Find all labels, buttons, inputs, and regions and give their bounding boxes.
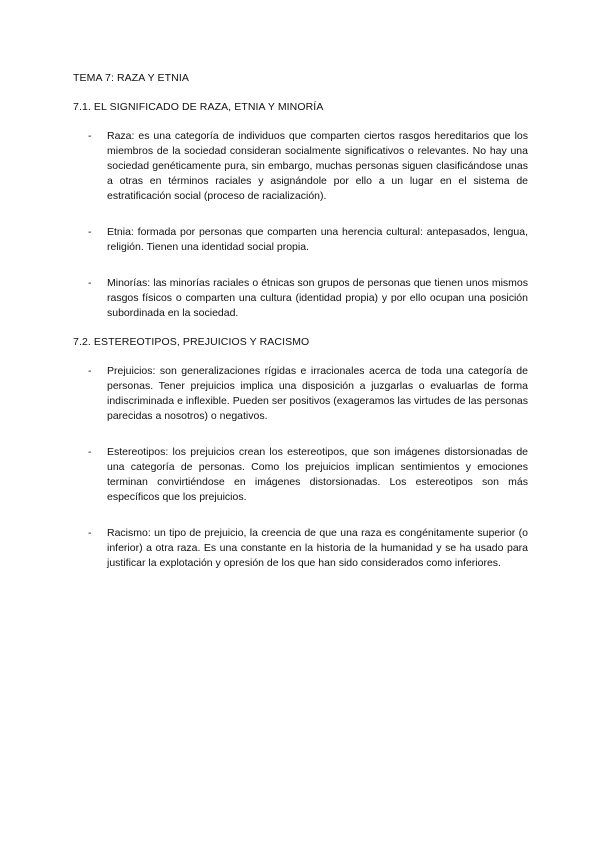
section-heading-estereotipos-prejuicios-racismo: 7.2. ESTEREOTIPOS, PREJUICIOS Y RACISMO — [73, 336, 310, 348]
list-item-text: Minorías: las minorías raciales o étnicas son grupos de personas que tienen unos mismos rasgos físicos o comparten una cultura (identidad propia) y por ello ocupan una posición subordinada en la sociedad. — [107, 277, 528, 319]
dash-bullet-icon: - — [88, 446, 92, 458]
list-item-text: Estereotipos: los prejuicios crean los estereotipos, que son imágenes distorsionadas de una categoría de personas. Como los prejuicios implican sentimientos y emociones terminan convirtiéndose en imágenes distorsionadas. Los estereotipos son más específicos que los prejuicios. — [107, 446, 528, 503]
dash-bullet-icon: - — [88, 527, 92, 539]
list-item-text: Racismo: un tipo de prejuicio, la creencia de que una raza es congénitamente superior (o inferior) a otra raza. Es una constante en la historia de la humanidad y se ha usado para justificar la explotación y opresión de los que han sido considerados como inferiores. — [107, 527, 528, 569]
document-title: TEMA 7: RAZA Y ETNIA — [73, 72, 189, 84]
list-item-text: Prejuicios: son generalizaciones rígidas e irracionales acerca de toda una categoría de personas. Tener prejuicios implica una disposición a juzgarlas o evaluarlas de forma indiscriminada e inflexible. Pueden ser positivos (exageramos las virtudes de las personas parecidas a nosotros) o negativos. — [107, 365, 528, 422]
section-2-list — [88, 364, 528, 571]
dash-bullet-icon: - — [88, 226, 92, 238]
dash-bullet-icon: - — [88, 277, 92, 289]
list-item-racismo — [88, 526, 528, 571]
list-item-text: Raza: es una categoría de individuos que comparten ciertos rasgos hereditarios que los miembros de la sociedad consideran socialmente significativos o relevantes. No hay una sociedad genéticamente pura, sin embargo, muchas personas siguen clasificándose unas a otras en términos raciales y asignándole por ello a un lugar en el sistema de estratificación social (proceso de racialización). — [107, 130, 528, 202]
list-item-prejuicios — [88, 364, 528, 424]
section-heading-raza-etnia-minoria: 7.1. EL SIGNIFICADO DE RAZA, ETNIA Y MINORÍA — [73, 101, 324, 113]
dash-bullet-icon: - — [88, 130, 92, 142]
list-item-etnia — [88, 225, 528, 255]
list-item-text: Etnia: formada por personas que comparten una herencia cultural: antepasados, lengua, religión. Tienen una identidad social propia. — [107, 226, 528, 253]
list-item-estereotipos — [88, 445, 528, 505]
dash-bullet-icon: - — [88, 365, 92, 377]
list-item-raza — [88, 129, 528, 204]
section-1-list — [88, 129, 528, 321]
list-item-minorias — [88, 276, 528, 321]
